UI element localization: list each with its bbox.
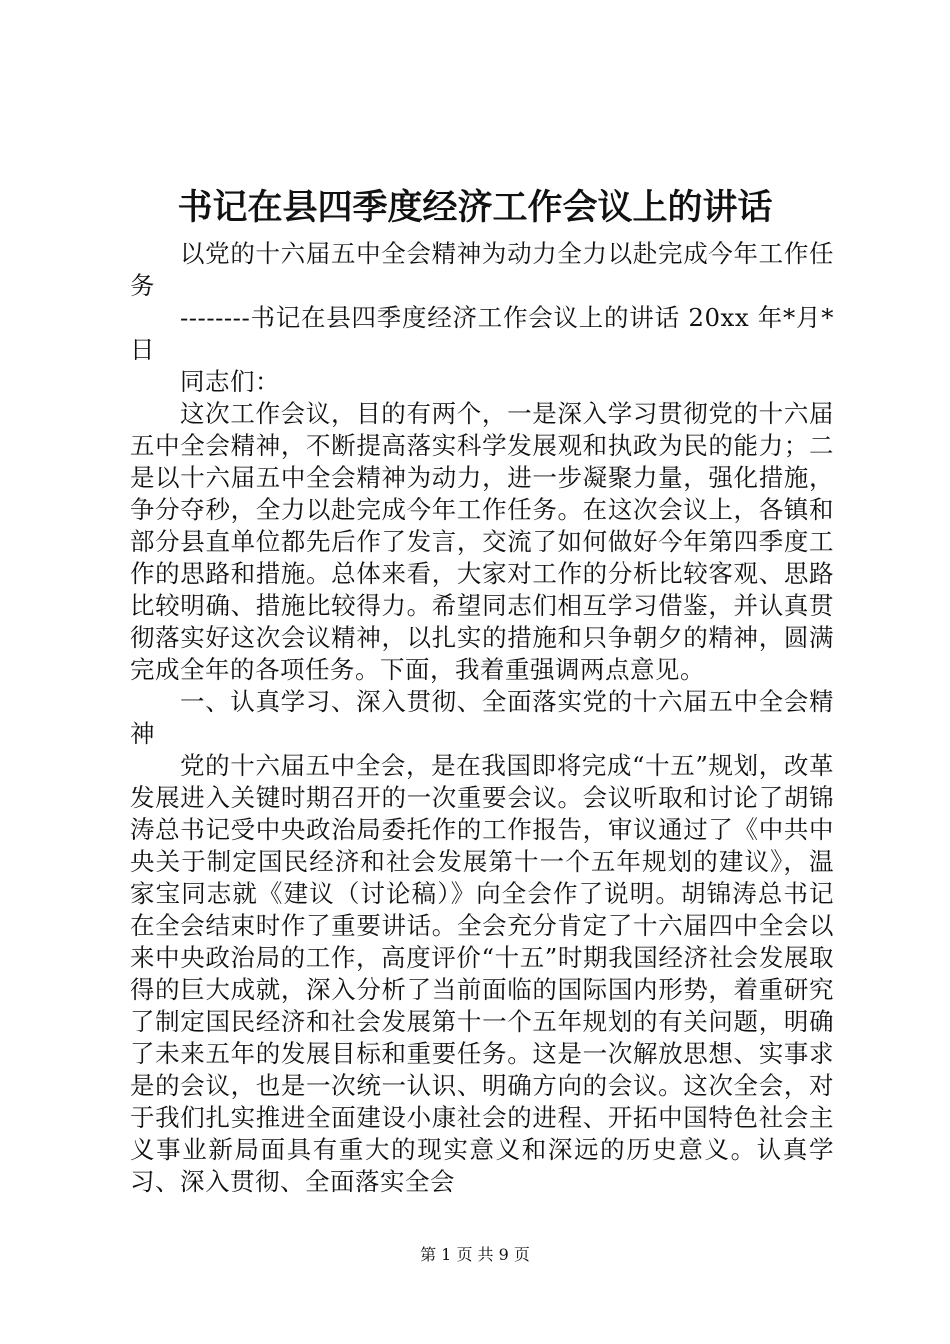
- salutation: 同志们：: [180, 367, 280, 396]
- document-body: [130, 238, 834, 1198]
- body-paragraph: 党的十六届五中全会，是在我国即将完成“十五”规划，改革发展进入关键时期召开的一次重要会议。会议听取和讨论了胡锦涛总书记受中央政治局委托作的工作报告，审议通过了《中共中央关于制定国民经济和社会发展第十一个五年规划的建议》，温家宝同志就《建议（讨论稿）》向全会作了说明。胡锦涛总书记在全会结束时作了重要讲话。全会充分肯定了十六届四中全会以来中央政治局的工作，高度评价“十五”时期我国经济社会发展取得的巨大成就，深入分析了当前面临的国际国内形势，着重研究了制定国民经济和社会发展第十一个五年规划的有关问题，明确了未来五年的发展目标和重要任务。这是一次解放思想、实事求是的会议，也是一次统一认识、明确方向的会议。这次全会，对于我们扎实推进全面建设小康社会的进程、开拓中国特色社会主义事业新局面具有重大的现实意义和深远的历史意义。认真学习、深入贯彻、全面落实全会: [130, 751, 834, 1196]
- body-paragraph: 这次工作会议，目的有两个，一是深入学习贯彻党的十六届五中全会精神，不断提高落实科学发展观和执政为民的能力；二是以十六届五中全会精神为动力，进一步凝聚力量，强化措施，争分夺秒，全力以赴完成今年工作任务。在这次会议上，各镇和部分县直单位都先后作了发言，交流了如何做好今年第四季度工作的思路和措施。总体来看，大家对工作的分析比较客观、思路比较明确、措施比较得力。希望同志们相互学习借鉴，并认真贯彻落实好这次会议精神，以扎实的措施和只争朝夕的精神，圆满完成全年的各项任务。下面，我着重强调两点意见。: [130, 399, 834, 684]
- document-title: 书记在县四季度经济工作会议上的讲话: [177, 187, 773, 228]
- section-heading: 一、认真学习、深入贯彻、全面落实党的十六届五中全会精神: [130, 687, 834, 748]
- signature-line: --------书记在县四季度经济工作会议上的讲话 20xx 年*月*日: [130, 303, 834, 364]
- page-footer: 第 1 页 共 9 页: [420, 1245, 530, 1264]
- subtitle-paragraph: 以党的十六届五中全会精神为动力全力以赴完成今年工作任务: [130, 239, 834, 300]
